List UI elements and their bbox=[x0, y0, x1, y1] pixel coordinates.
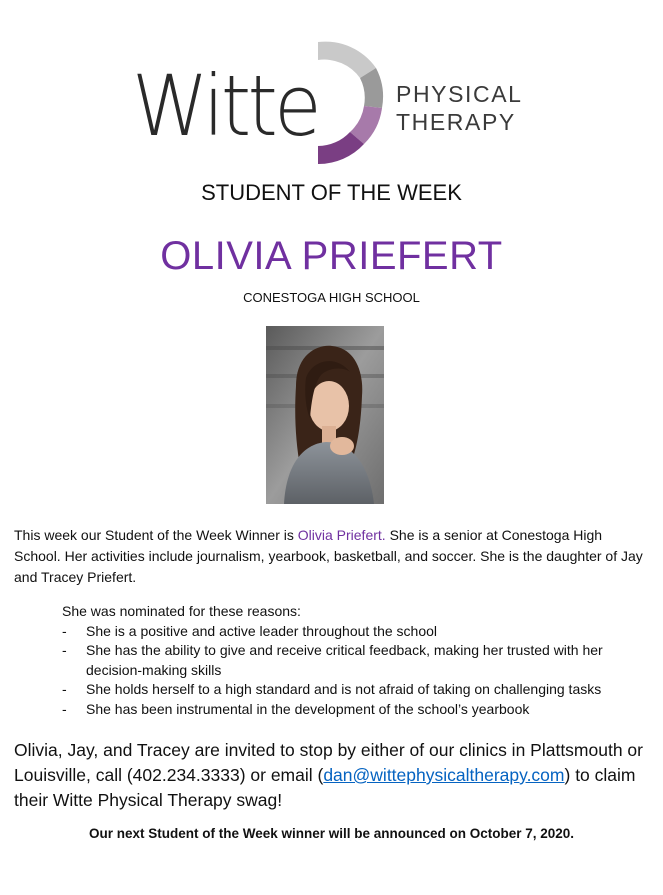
reasons-heading: She was nominated for these reasons: bbox=[62, 603, 301, 619]
email-link[interactable]: dan@wittephysicaltherapy.com bbox=[323, 765, 565, 785]
student-name: OLIVIA PRIEFERT bbox=[160, 234, 503, 278]
witte-logo bbox=[128, 38, 528, 166]
invitation-paragraph bbox=[14, 738, 654, 813]
logo-tagline bbox=[396, 80, 523, 136]
reasons-list bbox=[62, 622, 642, 720]
intro-paragraph bbox=[14, 525, 646, 588]
logo-tagline-line1: PHYSICAL bbox=[396, 81, 523, 107]
student-photo bbox=[266, 326, 384, 504]
intro-text-start: This week our Student of the Week Winner is bbox=[14, 527, 298, 543]
reason-text: She holds herself to a high standard and is not afraid of taking on challenging tasks bbox=[86, 681, 602, 697]
list-item: - She holds herself to a high standard and is not afraid of taking on challenging tasks bbox=[62, 681, 602, 697]
intro-text-end: She is a senior at Conestoga High School. Her activities include journalism, yearbook, basketball, and soccer. She is the daughter of Jay and Tracey Priefert. bbox=[14, 527, 643, 585]
invite-text-start: Olivia, Jay, and Tracey are invited to stop by either of our clinics in Plattsmouth or Louisville, call (402.234.3333) or email ( bbox=[14, 740, 643, 785]
nomination-reasons bbox=[62, 602, 642, 719]
invite-text-end: ) to claim their Witte Physical Therapy swag! bbox=[14, 765, 636, 810]
reason-text: She is a positive and active leader throughout the school bbox=[86, 622, 438, 639]
logo-tagline-line2: THERAPY bbox=[396, 109, 516, 135]
student-of-the-week-label: STUDENT OF THE WEEK bbox=[201, 180, 462, 205]
logo-wordmark: Witte bbox=[132, 57, 318, 155]
list-item: - She is a positive and active leader throughout the school bbox=[62, 622, 438, 639]
list-item: - She has been instrumental in the development of the school’s yearbook bbox=[62, 700, 530, 717]
portrait-image bbox=[266, 326, 384, 504]
reason-text: She has the ability to give and receive critical feedback, making her trusted with her decision-making skills bbox=[86, 642, 603, 678]
intro-student-name: Olivia Priefert. bbox=[297, 527, 386, 543]
reason-text: She has been instrumental in the development of the school’s yearbook bbox=[86, 700, 530, 717]
school-name: CONESTOGA HIGH SCHOOL bbox=[243, 290, 420, 305]
list-item: - She has the ability to give and receive critical feedback, making her trusted with her decision-making skills bbox=[62, 642, 603, 678]
next-winner-announcement: Our next Student of the Week winner will be announced on October 7, 2020. bbox=[88, 826, 575, 841]
